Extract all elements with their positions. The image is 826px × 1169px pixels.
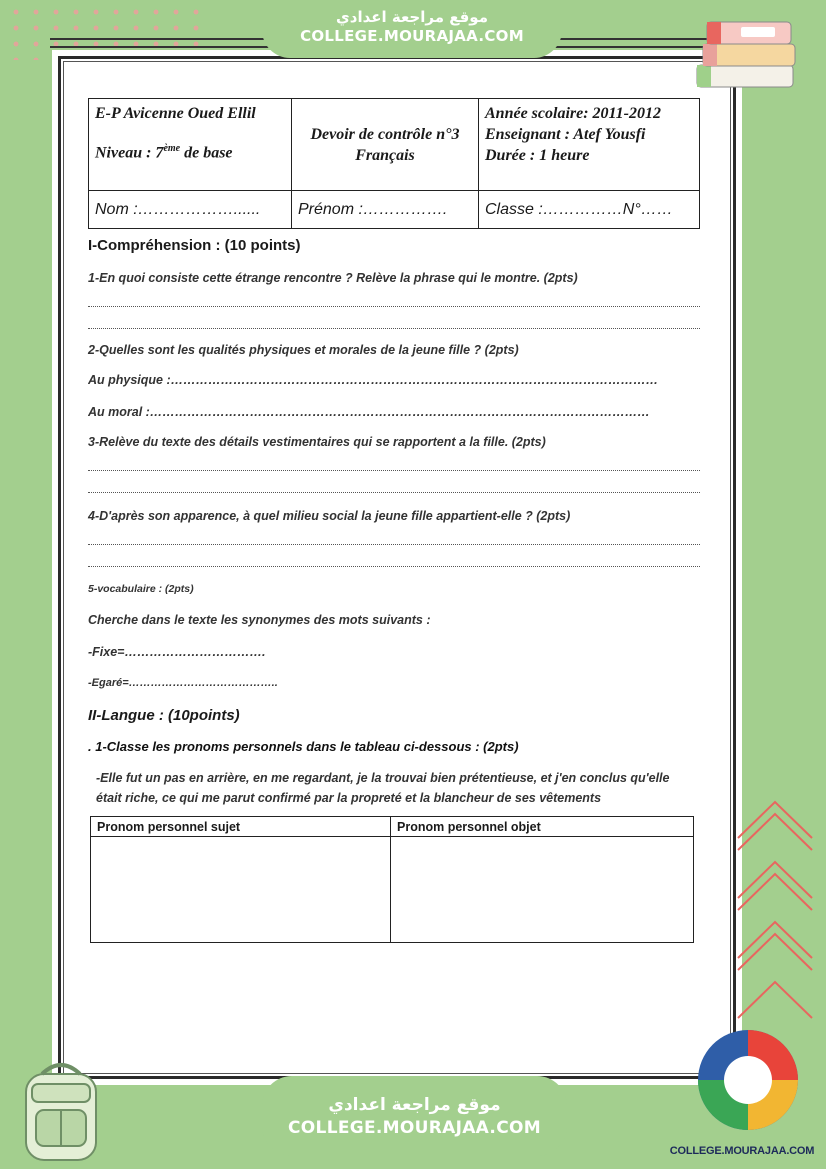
synonym-egare[interactable]: -Egaré=………………………………….. xyxy=(88,677,278,689)
education-logo-icon xyxy=(692,1020,804,1140)
books-icon xyxy=(693,10,803,95)
langue-question-1: . 1-Classe les pronoms personnels dans le tableau ci-dessous : (2pts) xyxy=(88,739,519,754)
question-3: 3-Relève du texte des détails vestimentaires qui se rapportent a la fille. (2pts) xyxy=(88,435,546,449)
teacher-name: Enseignant : Atef Yousfi xyxy=(485,126,646,143)
school-year: Année scolaire: 2011-2012 xyxy=(485,105,661,122)
answer-line[interactable] xyxy=(88,545,700,567)
logo-text: COLLEGE.MOURAJAA.COM xyxy=(669,1145,815,1157)
moral-line[interactable]: Au moral :………………………………………………………………………………………………………… xyxy=(88,405,650,419)
answer-line[interactable] xyxy=(88,285,700,307)
vocabulary-instruction: Cherche dans le texte les synonymes des mots suivants : xyxy=(88,613,431,627)
level-prefix: Niveau : 7 xyxy=(95,144,164,162)
exam-title: Devoir de contrôle n°3 xyxy=(310,125,460,143)
level-suffix: de base xyxy=(180,144,233,162)
answer-line[interactable] xyxy=(88,471,700,493)
exam-document xyxy=(88,98,700,943)
exam-subject: Français xyxy=(355,146,415,164)
school-cell xyxy=(89,99,292,191)
level-label xyxy=(95,138,285,163)
school-name: E-P Avicenne Oued Ellil xyxy=(95,105,256,122)
col-objet: Pronom personnel objet xyxy=(391,817,694,837)
backpack-icon xyxy=(12,1054,112,1164)
classe-field[interactable]: Classe :……………N°…… xyxy=(479,191,700,229)
exam-title-cell xyxy=(292,99,479,191)
langue-text: -Elle fut un pas en arrière, en me regardant, je la trouvai bien prétentieuse, et j'en conclus qu'elle était riche, ce qui me parut confirmé par la propreté et la blancheur de ses vêtements xyxy=(96,771,670,805)
bottom-banner-site: COLLEGE.MOURAJAA.COM xyxy=(288,1118,541,1138)
langue-title: II-Langue : (10points) xyxy=(88,707,240,724)
objet-answer-cell[interactable] xyxy=(391,837,694,943)
year-cell xyxy=(479,99,700,191)
question-2: 2-Quelles sont les qualités physiques et morales de la jeune fille ? (2pts) xyxy=(88,343,519,357)
comprehension-title: I-Compréhension : (10 points) xyxy=(88,237,301,254)
prenom-field[interactable]: Prénom :……………. xyxy=(292,191,479,229)
top-banner-arabic: موقع مراجعة اعدادي xyxy=(336,8,488,26)
question-4: 4-D'après son apparence, à quel milieu social la jeune fille appartient-elle ? (2pts) xyxy=(88,509,571,523)
level-sup: ème xyxy=(163,143,181,154)
answer-line[interactable] xyxy=(88,523,700,545)
exam-header-table xyxy=(88,98,700,229)
synonym-fixe[interactable]: -Fixe=……………………………. xyxy=(88,645,266,659)
physique-line[interactable]: Au physique :……………………………………………………………………………………………………… xyxy=(88,373,659,387)
exam-duration: Durée : 1 heure xyxy=(485,147,590,164)
question-1: 1-En quoi consiste cette étrange rencontre ? Relève la phrase qui le montre. (2pts) xyxy=(88,271,578,285)
bottom-banner xyxy=(262,1076,567,1156)
top-banner-site: COLLEGE.MOURAJAA.COM xyxy=(300,27,524,45)
answer-line[interactable] xyxy=(88,449,700,471)
answer-line[interactable] xyxy=(88,307,700,329)
col-sujet: Pronom personnel sujet xyxy=(91,817,391,837)
nom-field[interactable]: Nom :………………...... xyxy=(89,191,292,229)
top-banner xyxy=(262,2,562,58)
vocabulary-title: 5-vocabulaire : (2pts) xyxy=(88,583,194,595)
bottom-banner-arabic: موقع مراجعة اعدادي xyxy=(328,1095,501,1115)
sujet-answer-cell[interactable] xyxy=(91,837,391,943)
pronoun-table xyxy=(90,816,694,943)
chevron-decoration-icon xyxy=(730,790,820,1030)
